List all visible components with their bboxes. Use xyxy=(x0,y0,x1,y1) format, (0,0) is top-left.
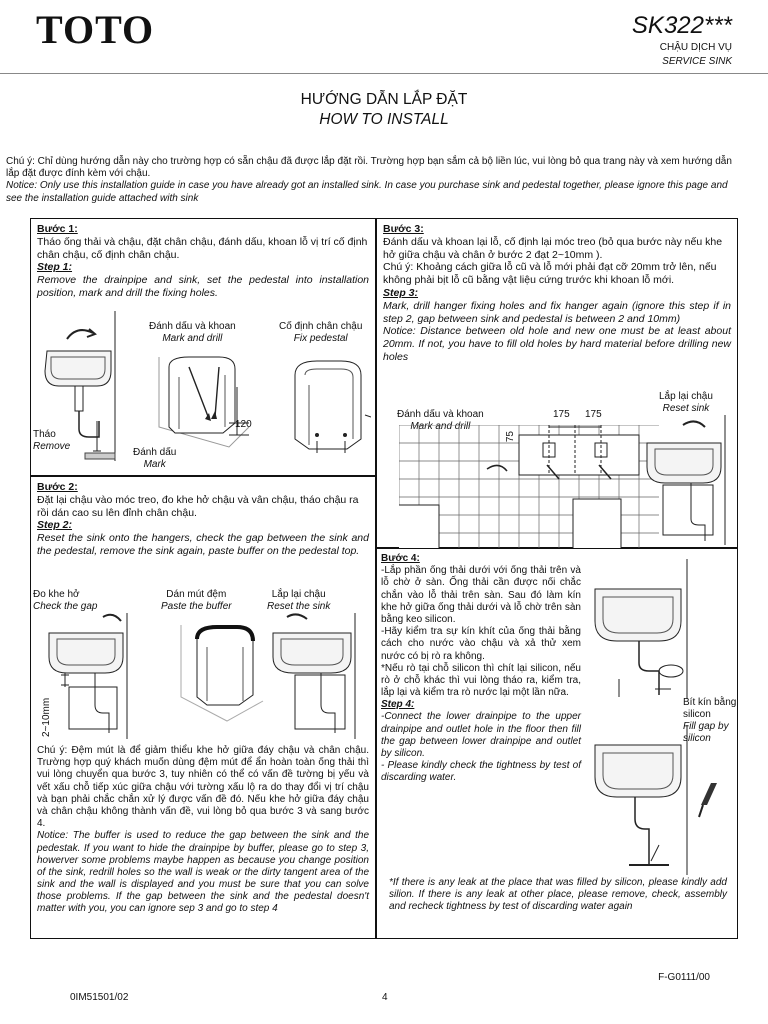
caption-check-gap-vn: Đo khe hở xyxy=(33,589,80,600)
drainpipe-connect-illustration xyxy=(589,559,699,699)
caption-fix-pedestal-en: Fix pedestal xyxy=(293,333,348,344)
step1-text-vn: Tháo ống thải và chậu, đặt chân chậu, đánh dấu, khoan lỗ vị trí cố định chân chậu, cố định chân chậu. xyxy=(37,235,368,261)
step3-text-vn: Đánh dấu và khoan lại lỗ, cố định lại móc treo (bỏ qua bước này nếu khe hở giữa chậu và chân ở bước 2 đạt 2~10mm ). xyxy=(383,235,723,261)
step2-note xyxy=(37,745,369,916)
caption-mark-drill xyxy=(149,321,236,345)
step2-heading-vn: Bước 2: xyxy=(37,481,78,493)
page-title-vn: HƯỚNG DẪN LẮP ĐẶT xyxy=(300,91,468,108)
caption-fill-gap-vn: Bít kín bằng silicon xyxy=(683,697,737,720)
step3-panel xyxy=(376,218,738,548)
intro-note-vn: Chú ý: Chỉ dùng hướng dẫn này cho trường hợp có sẵn chậu đã được lắp đặt rồi. Trường hợp bạn sắm cả bộ liền lúc, vui lòng bỏ qua trang này và xem hướng dẫn lắp đặt được đính kèm với chậu. xyxy=(6,156,732,180)
step2-text-vn: Đặt lại chậu vào móc treo, đo khe hở chậu và vân chậu, tháo chậu ra rồi dán cao su lên đỉnh chân chậu. xyxy=(37,493,359,519)
caption-s3-reset-sink-en: Reset sink xyxy=(662,403,710,414)
caption-mark xyxy=(133,447,176,471)
reset-sink-illustration xyxy=(267,613,371,739)
intro-note xyxy=(6,156,738,205)
fixed-pedestal-illustration xyxy=(287,355,371,455)
step2-panel xyxy=(30,476,376,939)
step1-text-en: Remove the drainpipe and sink, set the pedestal into installation position, mark and drill the fixing holes. xyxy=(37,274,369,299)
check-gap-illustration xyxy=(43,613,143,739)
brand-logo: TOTO xyxy=(36,7,155,52)
form-code: F-G0111/00 xyxy=(658,972,710,983)
product-name-en: SERVICE SINK xyxy=(662,56,732,67)
dimension-175-a: 175 xyxy=(553,409,570,420)
dimension-120: 120 xyxy=(235,419,252,430)
caption-reset-sink-vn: Lắp lại chậu xyxy=(271,589,326,600)
document-code: 0IM51501/02 xyxy=(70,992,129,1003)
caption-check-gap-en: Check the gap xyxy=(33,601,98,612)
silicon-fill-illustration xyxy=(589,725,699,875)
step4-heading-en: Step 4: xyxy=(381,699,415,711)
caption-mark-en: Mark xyxy=(143,459,166,470)
step1-heading-en: Step 1: xyxy=(37,261,73,274)
caption-s3-mark-drill-vn: Đánh dấu và khoan xyxy=(397,409,484,420)
s3-reset-sink-illustration xyxy=(643,415,737,545)
step3-note-en: Notice: Distance between old hole and new one must be at least about 20mm. If not, you have to fill old holes by hard material before drilling new holes xyxy=(383,325,731,363)
caption-fill-gap xyxy=(683,697,737,745)
caption-reset-sink-en: Reset the sink xyxy=(267,601,331,612)
step3-heading-vn: Bước 3: xyxy=(383,223,424,235)
pedestal-marking-illustration xyxy=(149,347,259,457)
step4-panel xyxy=(376,548,738,939)
step3-text-en: Mark, drill hanger fixing holes and fix hanger again (ignore this step if in step 2, gap between sink and pedestal is between 2 and 10mm) xyxy=(383,299,731,325)
paste-buffer-illustration xyxy=(177,617,267,727)
step2-note-vn: Chú ý: Đệm mút là để giảm thiểu khe hở giữa đáy chậu và chân chậu. Trường hợp quý khách muốn dùng đệm mút để ẩn hoàn toàn ống thải thì vui lòng chuyển qua bước 3, tuy nhiên có thể có vấn đề tường bị yếu và vết xấu chỗ tiếp xúc giữa chậu với tường xấu lộ ra do thay đổi vị trí chậu và bạn phải chắc chắn xử lý được vấn đề đó. Nếu khe hở giữa đáy chậu và chân chậu không thành vấn đề, vui lòng bỏ qua bước 3 và sang bước 4. xyxy=(37,745,369,830)
step4-text-vn: -Lắp phần ống thải dưới với ống thải trên và lỗ chờ ở sàn. Ống thải cần được nối chắc chắn vào lỗ thải trên sàn. Sau đó làm kín khe hở giữa ống thải dưới và lỗ chờ trên sàn bằng keo silicon. -Hãy kiểm tra sự kín khít của ống thải bằng cách cho nước vào chậu và xả thử xem nước có bị rò ra không. *Nếu rò tại chỗ silicon thì chít lại silicon, nếu rò ở chỗ khác thì vui lòng tháo ra, kiểm tra, lắp lại và kiểm tra rò nước lại một lần nữa. xyxy=(381,565,581,699)
dimension-75: 75 xyxy=(505,431,516,443)
caption-remove-en: Remove xyxy=(33,441,71,452)
caption-paste-buffer-vn: Dán mút đệm xyxy=(166,589,227,600)
step4-note-en: *If there is any leak at the place that was filled by silicon, please kindly add silion. If there is any leak at other place, please remove, check, assembly and recheck tightness by test of discarding water again xyxy=(389,877,727,913)
model-number: SK322*** xyxy=(631,12,732,39)
caption-fix-pedestal-vn: Cố định chân chậu xyxy=(279,321,363,332)
step3-heading-en: Step 3: xyxy=(383,286,419,299)
step4-text-block xyxy=(381,553,581,785)
product-name-vn: CHẬU DỊCH VỤ xyxy=(659,42,732,53)
intro-note-en: Notice: Only use this installation guide in case you have already got an installed sink. In case you purchase sink and pedestal together, please ignore this page and see the installation guide attached with sink xyxy=(6,180,728,204)
silicon-tube-icon xyxy=(693,781,723,821)
step4-heading-vn: Bước 4: xyxy=(381,553,420,564)
step2-note-en: Notice: The buffer is used to reduce the gap between the sink and the pedestak. If you want to hide the drainpipe by buffer, please go to step 3, howerver some problems maybe happen as because you change position of the sink, redrill holes so the wall is weak or the dirty tangent area of the sink and the wall is displayed and you must be sure that you can solve those problems. If the gap between the sink and the pedestal doesn't matter with you, you can ignore sep 3 and go to step 4 xyxy=(37,830,369,915)
caption-s3-reset-sink xyxy=(659,391,713,415)
caption-remove-vn: Tháo xyxy=(33,429,56,440)
caption-mark-vn: Đánh dấu xyxy=(133,447,177,458)
dimension-175-b: 175 xyxy=(585,409,602,420)
caption-reset-sink xyxy=(267,589,330,613)
step1-panel xyxy=(30,218,376,476)
caption-fix-pedestal xyxy=(279,321,362,345)
caption-fill-gap-en: Fill gap by silicon xyxy=(683,721,729,744)
caption-remove xyxy=(33,429,70,453)
caption-paste-buffer xyxy=(161,589,232,613)
step4-text-en: -Connect the lower drainpipe to the upper drainpipe and outlet hole in the floor then fill the gap between lower drainpipe and outlet by silicon. - Please kindly check the tightness by test of discarding water. xyxy=(381,711,581,784)
caption-mark-drill-vn: Đánh dấu và khoan xyxy=(149,321,236,332)
page-title-en: HOW TO INSTALL xyxy=(319,111,449,128)
step1-heading-vn: Bước 1: xyxy=(37,223,78,235)
caption-check-gap xyxy=(33,589,98,613)
caption-s3-mark-drill-en: Mark and drill xyxy=(410,421,471,432)
dimension-gap: 2~10mm xyxy=(41,697,52,737)
step2-text-en: Reset the sink onto the hangers, check the gap between the sink and the pedestal, remove the sink again, paste buffer on the pedestal top. xyxy=(37,532,369,557)
caption-s3-reset-sink-vn: Lắp lại chậu xyxy=(659,391,713,402)
step3-note-vn: Chú ý: Khoảng cách giữa lỗ cũ và lỗ mới phải đạt cỡ 20mm trở lên, nếu không phải bịt lỗ cũ bằng vật liệu cứng trước khi khoan lỗ mới. xyxy=(383,261,717,287)
caption-mark-drill-en: Mark and drill xyxy=(162,333,223,344)
caption-paste-buffer-en: Paste the buffer xyxy=(161,601,232,612)
page-number: 4 xyxy=(382,992,388,1003)
step2-heading-en: Step 2: xyxy=(37,519,73,532)
header-divider xyxy=(0,73,768,74)
wall-tiles-illustration xyxy=(399,425,659,549)
